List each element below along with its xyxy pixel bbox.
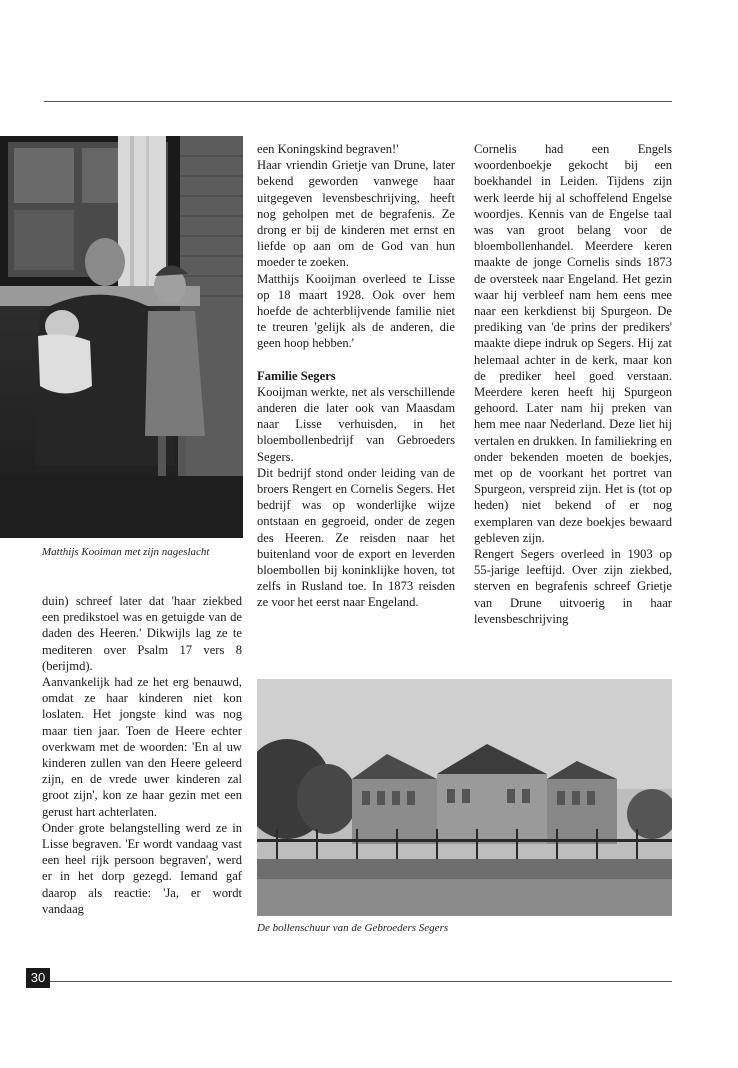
section-heading: Familie Segers xyxy=(257,368,336,383)
col2-paragraph-4: Kooijman werkte, net als verschillende anderen die later ook van Maasdam naar Lisse verhuisden, in het bloembollenbedrijf van Gebroeders Segers. xyxy=(257,384,455,464)
col2-paragraph-2: Haar vriendin Grietje van Drune, later bekend geworden vanwege haar uitgegeven levensbeschrijving, heeft nog geholpen met de begrafenis. Ze drong er bij de kinderen met ernst en liefde op aan om de God van hun moeder te zoeken. xyxy=(257,158,455,270)
family-photo-caption: Matthijs Kooiman met zijn nageslacht xyxy=(42,546,210,558)
bulb-barn-photo xyxy=(257,679,672,916)
column-3 xyxy=(474,141,672,627)
column-1 xyxy=(42,593,242,917)
page-number: 30 xyxy=(26,968,50,988)
col2-paragraph-1: een Koningskind begraven!' xyxy=(257,142,399,156)
family-photo xyxy=(0,136,243,538)
bulb-barn-caption: De bollenschuur van de Gebroeders Segers xyxy=(257,922,449,934)
col3-paragraph-2: Rengert Segers overleed in 1903 op 55-jarige leeftijd. Over zijn ziekbed, sterven en begrafenis schreef Grietje van Drune uitvoerig in haar levensbeschrijving xyxy=(474,547,672,626)
column-2 xyxy=(257,141,455,611)
col3-paragraph-1: Cornelis had een Engels woordenboekje gekocht bij een boekhandel in Leiden. Tijdens zijn werk leerde hij al schoffelend Engelse woordjes. Kennis van de Engelse taal was van groot belang voor de bloembollenhandel. Meerdere keren maakte de jonge Cornelis sinds 1873 de oversteek naar Engeland. Het gezin waar hij verbleef nam hem eens mee naar een kerkdienst bij Spurgeon. De prediking van 'de prins der predikers' maakte diepe indruk op Segers. Hij zat helemaal achter in de kerk, maar kon de prediker heel goed verstaan. Meerdere keren heeft hij Spurgeon gehoord. Later nam hij preken van hem mee naar Nederland. Deze liet hij vertalen en drukken. In familiekring en onder bekenden moeten de boekjes, met op de voorkant het portret van Spurgeon, verspreid zijn. Het is (tot op heden) niet bekend of er nog exemplaren van deze boekjes bewaard gebleven zijn. xyxy=(474,142,672,545)
bulb-barn-photo-image xyxy=(257,679,672,916)
col2-paragraph-5: Dit bedrijf stond onder leiding van de broers Rengert en Cornelis Segers. Het bedrijf was op wonderlijke wijze ontstaan en gegroeid, onder de zegen des Heeren. Ze reisden naar het buitenland voor de export en leverden bloembollen bij koninklijke hoven, tot zelfs in Rusland toe. In 1873 reisden ze voor het eerst naar Engeland. xyxy=(257,465,455,610)
bottom-rule xyxy=(50,981,672,982)
top-rule xyxy=(44,101,672,102)
col1-paragraph-1: duin) schreef later dat 'haar ziekbed een predikstoel was en getuigde van de daden des Heeren.' Dikwijls lag ze te mediteren over Psalm 17 vers 8 (berijmd). xyxy=(42,594,242,673)
col2-paragraph-3: Matthijs Kooijman overleed te Lisse op 18 maart 1928. Ook over hem hoefde de achterblijvende familie niet te treuren 'gelijk als de anderen, die geen hoop hebben.' xyxy=(257,271,455,351)
col1-paragraph-2: Aanvankelijk had ze het erg benauwd, omdat ze haar kinderen niet kon loslaten. Het jongste kind was nog maar tien jaar. Toen de Heere echter overkwam met de woorden: 'En al uw kinderen zullen van den Heere geleerd zijn, en de vrede uwer kinderen zal groot zijn', kon ze haar gezin met een gerust hart achterlaten. xyxy=(42,675,242,819)
col1-paragraph-3: Onder grote belangstelling werd ze in Lisse begraven. 'Er wordt vandaag vast een heel rijk persoon begraven', werd er in het dorp gezegd. Iemand gaf daarop als reactie: 'Ja, er wordt vandaag xyxy=(42,820,242,916)
family-photo-image xyxy=(0,136,243,538)
